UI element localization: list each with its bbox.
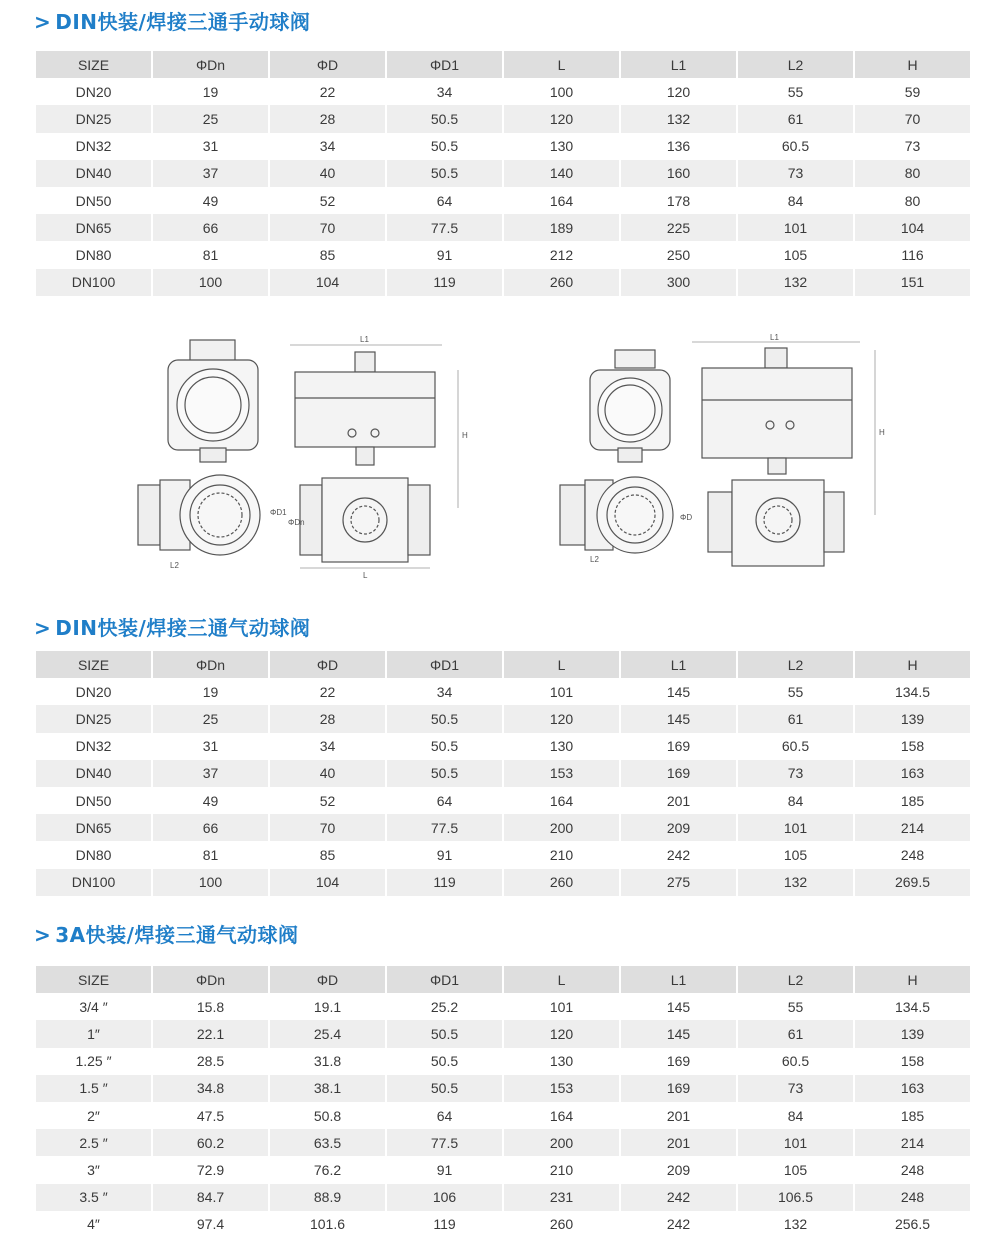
value-cell: 212 (549, 246, 574, 263)
value-cell: 76.2 (313, 1161, 342, 1178)
value-cell: 73 (904, 138, 921, 155)
size-cell: 3/4 ″ (79, 998, 108, 1015)
table-row (36, 1020, 970, 1047)
value-cell: 104 (270, 869, 385, 896)
col-header: H (855, 51, 970, 78)
dim-label-l1: L1 (360, 335, 369, 344)
value-cell: 81 (202, 246, 219, 263)
value-cell: 50.5 (430, 1053, 459, 1070)
value-cell: 132 (621, 105, 736, 132)
pneumatic-valve-side-view (560, 350, 673, 553)
value-cell: 231 (504, 1184, 619, 1211)
size-cell: DN100 (36, 269, 151, 296)
size-cell: DN32 (75, 138, 112, 155)
size-cell: DN40 (36, 160, 151, 187)
value-cell: 242 (666, 1216, 691, 1233)
section-title-din-pneumatic: > DIN快装/焊接三通气动球阀 (34, 616, 311, 640)
value-cell: 145 (621, 1020, 736, 1047)
col-header: ΦDn (153, 51, 268, 78)
value-cell: 164 (549, 192, 574, 209)
value-cell: 22.1 (153, 1020, 268, 1047)
value-cell: 200 (504, 814, 619, 841)
col-header: L1 (621, 966, 736, 993)
size-cell: 1.25 ″ (75, 1053, 112, 1070)
table-row (36, 760, 970, 787)
value-cell: 145 (666, 683, 691, 700)
col-header: ΦD (270, 966, 385, 993)
manual-valve-side-view (138, 340, 260, 555)
value-cell: 145 (621, 705, 736, 732)
value-cell: 77.5 (387, 1129, 502, 1156)
value-cell: 55 (787, 683, 804, 700)
col-header: L1 (621, 51, 736, 78)
value-cell: 19 (202, 83, 219, 100)
size-cell: DN65 (36, 814, 151, 841)
value-cell: 31.8 (313, 1053, 342, 1070)
value-cell: 101 (738, 214, 853, 241)
value-cell: 19.1 (313, 998, 342, 1015)
value-cell: 101.6 (309, 1216, 346, 1233)
value-cell: 132 (738, 869, 853, 896)
value-cell: 50.5 (387, 705, 502, 732)
value-cell: 275 (621, 869, 736, 896)
value-cell: 201 (666, 1107, 691, 1124)
value-cell: 106.5 (738, 1184, 853, 1211)
chevron-right-icon: > (34, 616, 52, 640)
value-cell: 164 (549, 1107, 574, 1124)
table-row (36, 1129, 970, 1156)
value-cell: 91 (436, 246, 453, 263)
value-cell: 145 (666, 998, 691, 1015)
size-cell: 3.5 ″ (36, 1184, 151, 1211)
col-header: L2 (738, 51, 853, 78)
value-cell: 185 (900, 1107, 925, 1124)
value-cell: 84 (787, 1107, 804, 1124)
value-cell: 210 (549, 1161, 574, 1178)
value-cell: 248 (855, 1184, 970, 1211)
value-cell: 38.1 (270, 1075, 385, 1102)
value-cell: 28.5 (196, 1053, 225, 1070)
value-cell: 34 (436, 83, 453, 100)
value-cell: 119 (387, 869, 502, 896)
value-cell: 139 (855, 705, 970, 732)
table-row (36, 841, 970, 868)
value-cell: 100 (153, 269, 268, 296)
table-row (36, 1102, 970, 1129)
value-cell: 77.5 (387, 214, 502, 241)
value-cell: 185 (900, 792, 925, 809)
value-cell: 169 (621, 1075, 736, 1102)
value-cell: 250 (666, 246, 691, 263)
value-cell: 84 (787, 792, 804, 809)
value-cell: 100 (153, 869, 268, 896)
col-header: L (504, 966, 619, 993)
value-cell: 214 (855, 814, 970, 841)
value-cell: 50.5 (387, 1075, 502, 1102)
table-row (36, 678, 970, 705)
value-cell: 60.5 (781, 138, 810, 155)
value-cell: 64 (436, 192, 453, 209)
col-header: L (504, 51, 619, 78)
size-cell: 2.5 ″ (36, 1129, 151, 1156)
table-row (36, 1075, 970, 1102)
col-header: SIZE (36, 966, 151, 993)
value-cell: 15.8 (196, 998, 225, 1015)
col-header: L (504, 651, 619, 678)
value-cell: 140 (504, 160, 619, 187)
value-cell: 25.2 (430, 998, 459, 1015)
col-header: ΦD (270, 651, 385, 678)
value-cell: 119 (433, 1216, 456, 1233)
value-cell: 132 (783, 1216, 808, 1233)
value-cell: 139 (855, 1020, 970, 1047)
col-header: L1 (621, 651, 736, 678)
value-cell: 209 (621, 814, 736, 841)
table-row (36, 814, 970, 841)
value-cell: 130 (549, 138, 574, 155)
value-cell: 260 (504, 269, 619, 296)
table-row (36, 187, 970, 214)
value-cell: 61 (738, 705, 853, 732)
value-cell: 300 (621, 269, 736, 296)
value-cell: 64 (436, 1107, 453, 1124)
value-cell: 31 (202, 138, 219, 155)
value-cell: 91 (436, 1161, 453, 1178)
value-cell: 55 (787, 998, 804, 1015)
value-cell: 28 (270, 705, 385, 732)
value-cell: 34.8 (153, 1075, 268, 1102)
value-cell: 153 (504, 760, 619, 787)
value-cell: 134.5 (894, 998, 931, 1015)
table-row (36, 1211, 970, 1238)
value-cell: 153 (504, 1075, 619, 1102)
value-cell: 25 (153, 705, 268, 732)
table-row (36, 1048, 970, 1075)
value-cell: 105 (783, 1161, 808, 1178)
value-cell: 160 (621, 160, 736, 187)
value-cell: 22 (319, 83, 336, 100)
value-cell: 34 (319, 138, 336, 155)
value-cell: 47.5 (196, 1107, 225, 1124)
value-cell: 19 (202, 683, 219, 700)
table-row (36, 733, 970, 760)
value-cell: 120 (504, 105, 619, 132)
dim-label-l2-2: L2 (590, 555, 599, 564)
value-cell: 73 (738, 1075, 853, 1102)
value-cell: 97.4 (196, 1216, 225, 1233)
value-cell: 66 (153, 814, 268, 841)
value-cell: 169 (666, 738, 691, 755)
value-cell: 260 (549, 1216, 574, 1233)
value-cell: 31 (202, 738, 219, 755)
value-cell: 63.5 (270, 1129, 385, 1156)
value-cell: 88.9 (270, 1184, 385, 1211)
table-header-row (36, 966, 970, 993)
dim-label-l1-2: L1 (770, 333, 779, 342)
value-cell: 34 (319, 738, 336, 755)
value-cell: 40 (270, 160, 385, 187)
value-cell: 34 (436, 683, 453, 700)
value-cell: 151 (855, 269, 970, 296)
pneumatic-valve-front-view (692, 342, 875, 566)
col-header: ΦD1 (387, 51, 502, 78)
value-cell: 158 (900, 738, 925, 755)
size-cell: DN100 (36, 869, 151, 896)
col-header: L2 (738, 651, 853, 678)
table-row (36, 705, 970, 732)
value-cell: 37 (153, 760, 268, 787)
value-cell: 59 (904, 83, 921, 100)
col-header: ΦD1 (387, 651, 502, 678)
value-cell: 77.5 (387, 814, 502, 841)
dim-label-l: L (363, 571, 368, 580)
value-cell: 158 (900, 1053, 925, 1070)
chevron-right-icon: > (34, 10, 52, 34)
size-cell: 1.5 ″ (36, 1075, 151, 1102)
dim-label-h-2: H (879, 428, 885, 437)
size-cell: DN25 (36, 105, 151, 132)
valve-drawing-svg (120, 330, 900, 580)
value-cell: 189 (504, 214, 619, 241)
value-cell: 120 (666, 83, 691, 100)
section-title-din-manual: > DIN快装/焊接三通手动球阀 (34, 10, 311, 34)
value-cell: 85 (319, 846, 336, 863)
value-cell: 70 (270, 814, 385, 841)
chevron-right-icon: > (34, 923, 52, 947)
col-header: L2 (738, 966, 853, 993)
value-cell: 132 (738, 269, 853, 296)
value-cell: 50.5 (430, 138, 459, 155)
size-cell: DN32 (75, 738, 112, 755)
value-cell: 200 (504, 1129, 619, 1156)
value-cell: 61 (738, 1020, 853, 1047)
value-cell: 225 (621, 214, 736, 241)
col-header: ΦDn (153, 651, 268, 678)
value-cell: 119 (387, 269, 502, 296)
value-cell: 61 (738, 105, 853, 132)
value-cell: 50.5 (387, 1020, 502, 1047)
dim-label-d-2: ΦD (680, 513, 693, 522)
value-cell: 120 (504, 705, 619, 732)
value-cell: 169 (621, 760, 736, 787)
value-cell: 209 (666, 1161, 691, 1178)
value-cell: 60.5 (781, 1053, 810, 1070)
value-cell: 106 (387, 1184, 502, 1211)
value-cell: 104 (270, 269, 385, 296)
value-cell: 104 (855, 214, 970, 241)
value-cell: 40 (270, 760, 385, 787)
value-cell: 85 (319, 246, 336, 263)
value-cell: 214 (855, 1129, 970, 1156)
value-cell: 164 (549, 792, 574, 809)
value-cell: 84 (787, 192, 804, 209)
value-cell: 134.5 (894, 683, 931, 700)
table-row (36, 993, 970, 1020)
table-row (36, 869, 970, 896)
value-cell: 242 (621, 1184, 736, 1211)
spec-table-din-manual (34, 51, 972, 296)
value-cell: 52 (319, 192, 336, 209)
section-title-3a-pneumatic: > 3A快装/焊接三通气动球阀 (34, 923, 299, 947)
col-header: H (855, 966, 970, 993)
table-row (36, 1156, 970, 1183)
value-cell: 66 (153, 214, 268, 241)
col-header: ΦDn (153, 966, 268, 993)
size-cell: DN20 (75, 83, 112, 100)
col-header: ΦD1 (387, 966, 502, 993)
size-cell: DN80 (75, 246, 112, 263)
valve-drawings (120, 330, 900, 580)
value-cell: 210 (549, 846, 574, 863)
value-cell: 49 (202, 792, 219, 809)
table-row (36, 133, 970, 160)
col-header: H (855, 651, 970, 678)
value-cell: 101 (549, 683, 574, 700)
value-cell: 163 (855, 1075, 970, 1102)
col-header: SIZE (36, 651, 151, 678)
value-cell: 70 (270, 214, 385, 241)
dim-label-h: H (462, 431, 468, 440)
spec-table-3a-pneumatic (34, 966, 972, 1238)
value-cell: 201 (666, 792, 691, 809)
size-cell: DN65 (36, 214, 151, 241)
size-cell: DN80 (75, 846, 112, 863)
size-cell: 1″ (36, 1020, 151, 1047)
value-cell: 73 (738, 760, 853, 787)
manual-valve-front-view (290, 345, 458, 568)
value-cell: 269.5 (855, 869, 970, 896)
value-cell: 25.4 (270, 1020, 385, 1047)
value-cell: 80 (904, 192, 921, 209)
table-header-row (36, 51, 970, 78)
value-cell: 105 (783, 846, 808, 863)
value-cell: 72.9 (196, 1161, 225, 1178)
table-row (36, 105, 970, 132)
value-cell: 248 (900, 846, 925, 863)
dim-label-l2: L2 (170, 561, 179, 570)
value-cell: 130 (549, 1053, 574, 1070)
table-row (36, 269, 970, 296)
table-row (36, 78, 970, 105)
value-cell: 50.5 (387, 160, 502, 187)
size-cell: 4″ (87, 1216, 100, 1233)
value-cell: 50.5 (430, 738, 459, 755)
value-cell: 37 (153, 160, 268, 187)
value-cell: 248 (900, 1161, 925, 1178)
table-row (36, 160, 970, 187)
value-cell: 256.5 (894, 1216, 931, 1233)
value-cell: 120 (504, 1020, 619, 1047)
value-cell: 136 (666, 138, 691, 155)
value-cell: 50.8 (313, 1107, 342, 1124)
table-row (36, 241, 970, 268)
dim-label-dn: ΦDn (288, 518, 305, 527)
value-cell: 64 (436, 792, 453, 809)
table-row (36, 787, 970, 814)
value-cell: 60.2 (153, 1129, 268, 1156)
table-row (36, 1184, 970, 1211)
value-cell: 81 (202, 846, 219, 863)
value-cell: 25 (153, 105, 268, 132)
table-row (36, 214, 970, 241)
size-cell: DN40 (36, 760, 151, 787)
spec-table-din-pneumatic (34, 651, 972, 896)
value-cell: 101 (738, 1129, 853, 1156)
table-header-row (36, 651, 970, 678)
value-cell: 80 (855, 160, 970, 187)
value-cell: 178 (666, 192, 691, 209)
size-cell: DN50 (75, 192, 112, 209)
value-cell: 116 (901, 246, 924, 263)
size-cell: 2″ (87, 1107, 100, 1124)
value-cell: 100 (549, 83, 574, 100)
value-cell: 130 (549, 738, 574, 755)
value-cell: 55 (787, 83, 804, 100)
value-cell: 60.5 (781, 738, 810, 755)
value-cell: 163 (855, 760, 970, 787)
size-cell: 3″ (87, 1161, 100, 1178)
value-cell: 28 (270, 105, 385, 132)
size-cell: DN50 (75, 792, 112, 809)
value-cell: 84.7 (153, 1184, 268, 1211)
value-cell: 260 (504, 869, 619, 896)
value-cell: 50.5 (387, 760, 502, 787)
value-cell: 101 (549, 998, 574, 1015)
value-cell: 50.5 (387, 105, 502, 132)
value-cell: 105 (783, 246, 808, 263)
value-cell: 169 (666, 1053, 691, 1070)
value-cell: 242 (666, 846, 691, 863)
value-cell: 101 (738, 814, 853, 841)
value-cell: 49 (202, 192, 219, 209)
value-cell: 52 (319, 792, 336, 809)
value-cell: 201 (621, 1129, 736, 1156)
value-cell: 22 (319, 683, 336, 700)
dim-label-d1: ΦD1 (270, 508, 287, 517)
col-header: SIZE (36, 51, 151, 78)
value-cell: 91 (436, 846, 453, 863)
value-cell: 70 (855, 105, 970, 132)
col-header: ΦD (270, 51, 385, 78)
value-cell: 73 (738, 160, 853, 187)
size-cell: DN25 (36, 705, 151, 732)
size-cell: DN20 (75, 683, 112, 700)
